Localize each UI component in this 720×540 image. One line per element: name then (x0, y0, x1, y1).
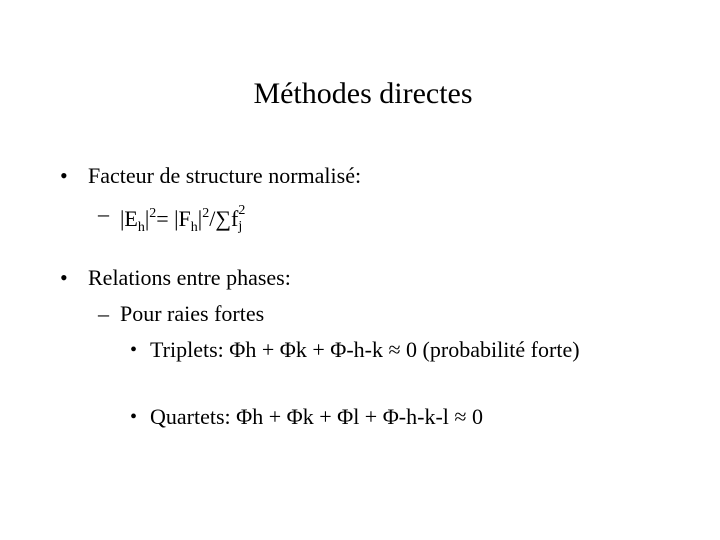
bullet-marker: • (60, 163, 68, 188)
formula-subscript: h (190, 220, 198, 235)
bullet-text-relations: Relations entre phases: (88, 265, 291, 290)
formula-superscript: 2 (202, 206, 210, 221)
slide-title: Méthodes directes (253, 77, 473, 110)
formula-part: |E (120, 206, 138, 231)
bullet-marker: • (130, 406, 138, 428)
dash-marker: – (98, 201, 109, 226)
bullet-marker: • (130, 339, 138, 361)
bullet-marker: • (60, 265, 68, 290)
formula-subsup (238, 203, 250, 234)
formula-part: /∑f (209, 206, 239, 231)
formula-part: = |F (156, 206, 191, 231)
formula-superscript: 2 (149, 206, 157, 221)
normalized-formula (120, 201, 250, 241)
sub-bullet-raies-fortes: Pour raies fortes (120, 301, 265, 326)
formula-subscript: h (137, 220, 145, 235)
formula-subscript: j (238, 219, 243, 234)
dash-marker: – (98, 301, 109, 326)
formula-superscript: 2 (238, 203, 246, 218)
triplets-text: Triplets: Φh + Φk + Φ-h-k ≈ 0 (probabilité forte) (150, 337, 580, 362)
formula-part: | (197, 206, 203, 231)
quartets-text: Quartets: Φh + Φk + Φl + Φ-h-k-l ≈ 0 (150, 404, 483, 429)
formula-part: | (144, 206, 150, 231)
bullet-text-facteur: Facteur de structure normalisé: (88, 163, 362, 188)
